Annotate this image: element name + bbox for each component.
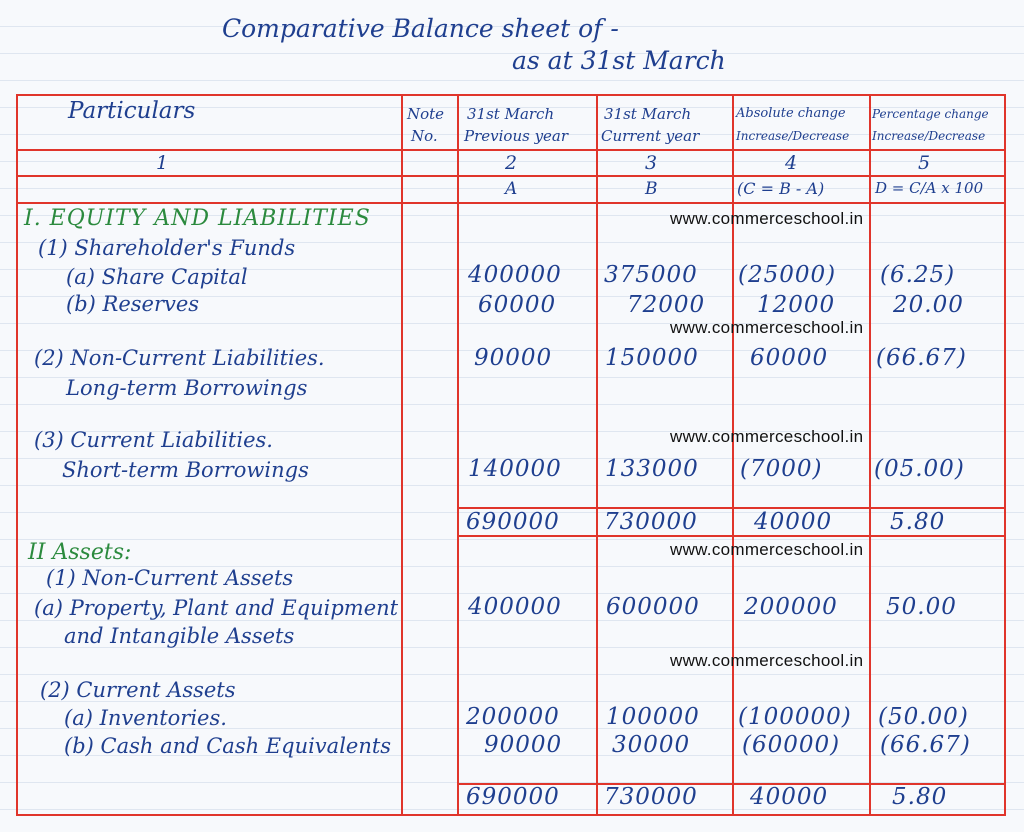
cell-inventories-curr: 100000 [606, 704, 700, 730]
header-prev-line1: 31st March [467, 105, 555, 123]
cell-total-liabilities-abs: 40000 [754, 509, 833, 535]
header-curr-line2: Current year [601, 127, 700, 145]
column-number: 3 [645, 152, 658, 174]
cell-inventories-prev: 200000 [466, 704, 560, 730]
cell-reserves-pct: 20.00 [893, 292, 964, 318]
header-prev-line2: Previous year [464, 127, 569, 145]
cell-short-term-curr: 133000 [605, 456, 699, 482]
column-number: 2 [505, 152, 518, 174]
column-formula: B [645, 179, 658, 199]
cell-short-term-pct: (05.00) [874, 456, 965, 482]
cell-total-assets-abs: 40000 [750, 784, 829, 810]
header-pct-line1: Percentage change [872, 107, 989, 121]
cell-ppe-pct: 50.00 [886, 594, 957, 620]
watermark: www.commerceschool.in [670, 540, 864, 559]
section-assets-title: II Assets: [28, 540, 132, 565]
cell-long-term-pct: (66.67) [876, 345, 967, 371]
cell-reserves-abs: 12000 [757, 292, 836, 318]
cell-share-capital-abs: (25000) [738, 262, 837, 288]
label-short-term-borrowings: Short-term Borrowings [62, 458, 309, 482]
cell-share-capital-prev: 400000 [468, 262, 562, 288]
cell-share-capital-pct: (6.25) [880, 262, 956, 288]
cell-inventories-pct: (50.00) [878, 704, 969, 730]
page-title: Comparative Balance sheet of - [222, 14, 619, 43]
header-note-line2: No. [411, 127, 438, 145]
label-share-capital: (a) Share Capital [66, 265, 248, 289]
column-number: 5 [918, 152, 931, 174]
header-pct-line2: Increase/Decrease [872, 129, 986, 143]
label-non-current-liabilities: (2) Non-Current Liabilities. [34, 346, 325, 370]
header-particulars: Particulars [68, 98, 196, 124]
cell-long-term-prev: 90000 [474, 345, 553, 371]
cell-total-assets-prev: 690000 [466, 784, 560, 810]
column-number: 4 [785, 152, 798, 174]
cell-total-liabilities-prev: 690000 [466, 509, 560, 535]
watermark: www.commerceschool.in [670, 651, 864, 670]
label-shareholders-funds: (1) Shareholder's Funds [38, 236, 296, 260]
cell-total-assets-pct: 5.80 [892, 784, 948, 810]
cell-ppe-prev: 400000 [468, 594, 562, 620]
label-current-assets: (2) Current Assets [40, 678, 236, 702]
label-cash-equivalents: (b) Cash and Cash Equivalents [64, 734, 392, 758]
cell-short-term-abs: (7000) [740, 456, 823, 482]
label-ppe-line2: and Intangible Assets [64, 624, 295, 648]
label-non-current-assets: (1) Non-Current Assets [46, 566, 294, 590]
header-note-line1: Note [407, 105, 445, 123]
label-reserves: (b) Reserves [66, 292, 200, 316]
cell-share-capital-curr: 375000 [604, 262, 698, 288]
label-ppe-line1: (a) Property, Plant and Equipment [34, 596, 399, 620]
column-number: 1 [156, 152, 169, 174]
cell-long-term-curr: 150000 [605, 345, 699, 371]
cell-cash-pct: (66.67) [880, 732, 971, 758]
cell-total-liabilities-curr: 730000 [604, 509, 698, 535]
column-formula: D = C/A x 100 [875, 179, 984, 197]
label-current-liabilities: (3) Current Liabilities. [34, 428, 273, 452]
cell-ppe-abs: 200000 [744, 594, 838, 620]
cell-short-term-prev: 140000 [468, 456, 562, 482]
section-equity-title: I. EQUITY AND LIABILITIES [24, 206, 371, 231]
header-abs-line2: Increase/Decrease [736, 129, 850, 143]
cell-reserves-prev: 60000 [478, 292, 557, 318]
cell-total-liabilities-pct: 5.80 [890, 509, 946, 535]
page-subtitle: as at 31st March [512, 46, 726, 75]
column-formula: (C = B - A) [737, 179, 825, 198]
cell-cash-prev: 90000 [484, 732, 563, 758]
header-abs-line1: Absolute change [736, 106, 846, 121]
watermark: www.commerceschool.in [670, 318, 864, 337]
cell-cash-curr: 30000 [612, 732, 691, 758]
label-inventories: (a) Inventories. [64, 706, 227, 730]
watermark: www.commerceschool.in [670, 209, 864, 228]
header-curr-line1: 31st March [604, 105, 692, 123]
cell-cash-abs: (60000) [742, 732, 841, 758]
cell-inventories-abs: (100000) [738, 704, 852, 730]
label-long-term-borrowings: Long-term Borrowings [66, 376, 308, 400]
cell-long-term-abs: 60000 [750, 345, 829, 371]
cell-ppe-curr: 600000 [606, 594, 700, 620]
column-formula: A [505, 179, 518, 199]
watermark: www.commerceschool.in [670, 427, 864, 446]
cell-reserves-curr: 72000 [627, 292, 706, 318]
cell-total-assets-curr: 730000 [604, 784, 698, 810]
